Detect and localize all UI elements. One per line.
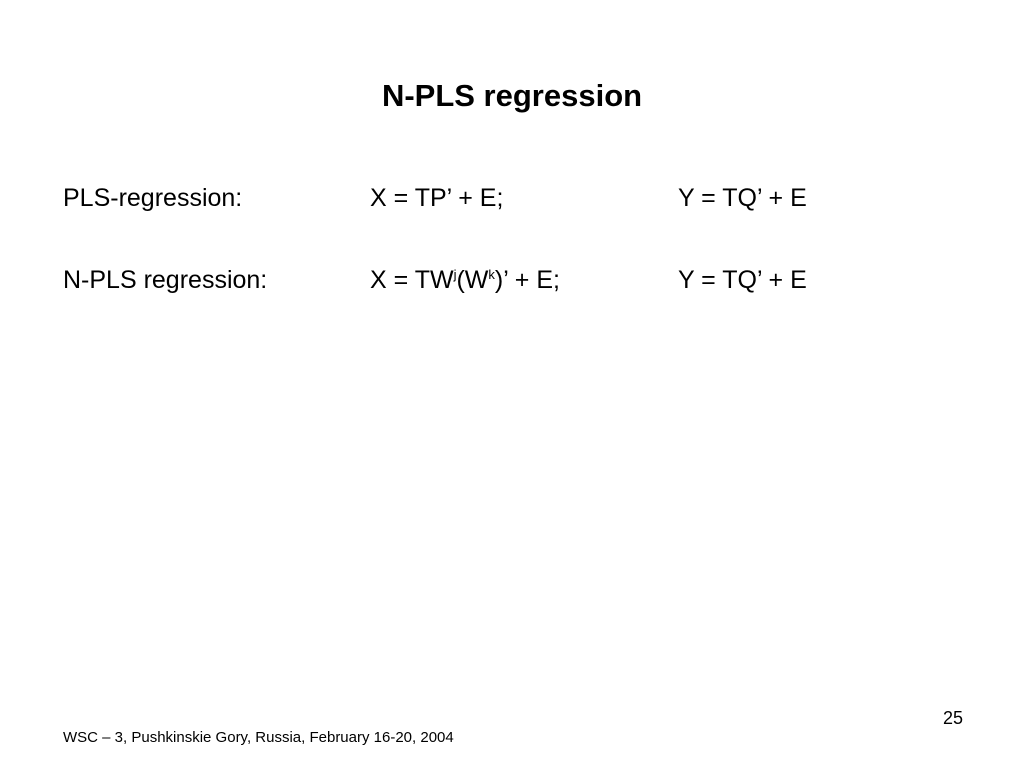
superscript-k: k xyxy=(488,267,495,282)
x-equation-part: X = TW xyxy=(370,266,454,294)
x-equation: X = TP’ + E; xyxy=(370,184,504,212)
footer-text: WSC – 3, Pushkinskie Gory, Russia, February 16-20, 2004 xyxy=(63,729,454,746)
y-equation: Y = TQ’ + E xyxy=(678,266,807,294)
slide-title: N-PLS regression xyxy=(381,78,643,113)
y-equation: Y = TQ’ + E xyxy=(678,184,807,212)
equation-row-npls xyxy=(0,262,1024,298)
x-equation-part: )’ + E; xyxy=(494,266,560,294)
row-label: N-PLS regression: xyxy=(63,266,268,294)
x-equation xyxy=(370,262,560,298)
row-label: PLS-regression: xyxy=(63,184,243,212)
superscript-j: j xyxy=(453,267,457,282)
page-number: 25 xyxy=(942,708,963,728)
x-equation-part: (W xyxy=(456,266,489,294)
equation-row-pls xyxy=(0,180,1024,216)
